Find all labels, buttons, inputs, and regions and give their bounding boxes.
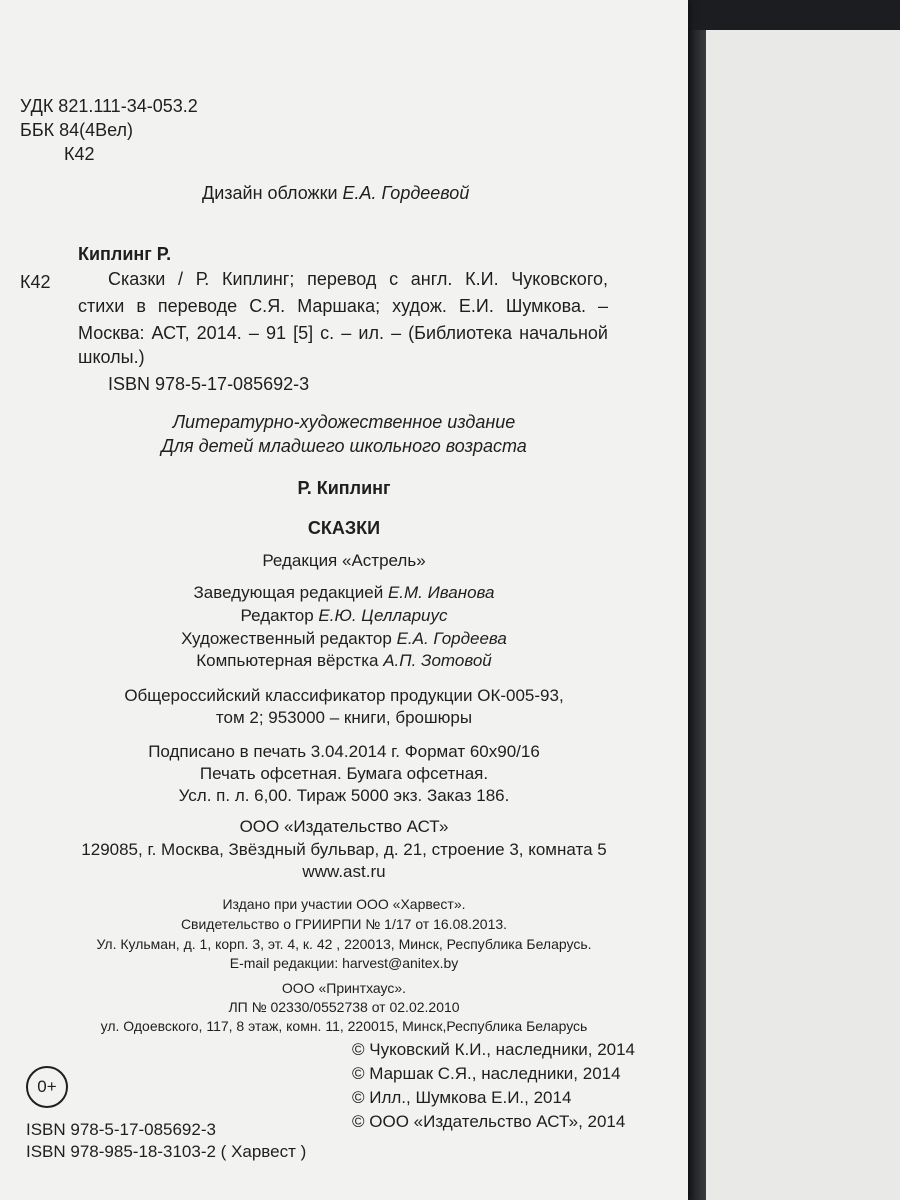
staff-name: Е.М. Иванова	[387, 583, 495, 602]
printer-license: ЛП № 02330/0552738 от 02.02.2010	[228, 999, 460, 1015]
staff-editor	[0, 606, 688, 626]
print-info-line-2: Печать офсетная. Бумага офсетная.	[199, 764, 489, 783]
catalog-mark: К42	[20, 272, 51, 292]
staff-name: А.П. Зотовой	[383, 651, 492, 670]
copyright-marshak: © Маршак С.Я., наследники, 2014	[352, 1064, 621, 1083]
isbn-harvest: ISBN 978-985-18-3103-2 ( Харвест )	[26, 1142, 307, 1161]
staff-role: Компьютерная вёрстка	[196, 651, 384, 670]
catalog-isbn: ISBN 978-5-17-085692-3	[108, 374, 310, 394]
print-info-line-3: Усл. п. л. 6,00. Тираж 5000 экз. Заказ 186.	[178, 786, 510, 805]
cover-design-credit	[202, 183, 469, 204]
publisher-website: www.ast.ru	[302, 862, 386, 881]
co-publisher-email: E-mail редакции: harvest@anitex.by	[229, 955, 459, 971]
staff-chief-editor	[0, 583, 688, 603]
publisher-name: ООО «Издательство АСТ»	[239, 817, 449, 836]
author-mark: К42	[64, 144, 95, 164]
print-info-line-1: Подписано в печать 3.04.2014 г. Формат 60х90/16	[148, 742, 540, 761]
catalog-heading: Киплинг Р.	[78, 244, 172, 264]
printer-name: ООО «Принтхаус».	[281, 980, 407, 996]
staff-art-editor	[0, 629, 688, 649]
staff-name: Е.А. Гордеева	[396, 629, 507, 648]
catalog-line-2: стихи в переводе С.Я. Маршака; худож. Е.И. Шумкова. –	[78, 296, 608, 316]
staff-layout	[0, 651, 688, 671]
edition-type: Литературно-художественное издание	[172, 412, 516, 432]
bbk-code: ББК 84(4Вел)	[20, 120, 134, 140]
copyright-illustrations: © Илл., Шумкова Е.И., 2014	[352, 1088, 572, 1107]
staff-role: Художественный редактор	[181, 629, 397, 648]
staff-name: Е.Ю. Целлариус	[318, 606, 448, 625]
age-rating-badge: 0+	[26, 1066, 68, 1108]
co-publisher-line-2: Свидетельство о ГРИИРПИ № 1/17 от 16.08.2013.	[180, 916, 508, 932]
co-publisher-line-3: Ул. Кульман, д. 1, корп. 3, эт. 4, к. 42 , 220013, Минск, Республика Беларусь.	[96, 936, 592, 952]
book-author: Р. Киплинг	[297, 478, 391, 498]
staff-role: Редактор	[240, 606, 319, 625]
facing-page	[706, 30, 900, 1200]
staff-role: Заведующая редакцией	[193, 583, 388, 602]
copyright-publisher: © ООО «Издательство АСТ», 2014	[352, 1112, 626, 1131]
classifier-line-2: том 2; 953000 – книги, брошюры	[215, 708, 473, 727]
age-group: Для детей младшего школьного возраста	[161, 436, 527, 456]
classifier-line-1: Общероссийский классификатор продукции ОК-005-93,	[124, 686, 564, 705]
catalog-line-4: школы.)	[78, 347, 145, 367]
isbn-ast: ISBN 978-5-17-085692-3	[26, 1120, 216, 1139]
book-title: СКАЗКИ	[307, 518, 381, 538]
co-publisher-line-1: Издано при участии ООО «Харвест».	[222, 896, 466, 912]
publisher-address: 129085, г. Москва, Звёздный бульвар, д. 21, строение 3, комната 5	[81, 840, 607, 859]
udk-code: УДК 821.111-34-053.2	[20, 96, 198, 116]
cover-design-label: Дизайн обложки	[202, 183, 343, 203]
copyright-chukovsky: © Чуковский К.И., наследники, 2014	[352, 1040, 636, 1059]
cover-designer-name: Е.А. Гордеевой	[342, 183, 470, 203]
book-gutter	[688, 30, 706, 1200]
catalog-line-3: Москва: АСТ, 2014. – 91 [5] с. – ил. – (Библиотека начальной	[78, 323, 608, 343]
editorial-office: Редакция «Астрель»	[262, 551, 426, 570]
catalog-line-1: Сказки / Р. Киплинг; перевод с англ. К.И. Чуковского,	[108, 269, 608, 289]
printer-address: ул. Одоевского, 117, 8 этаж, комн. 11, 220015, Минск,Республика Беларусь	[100, 1018, 588, 1034]
